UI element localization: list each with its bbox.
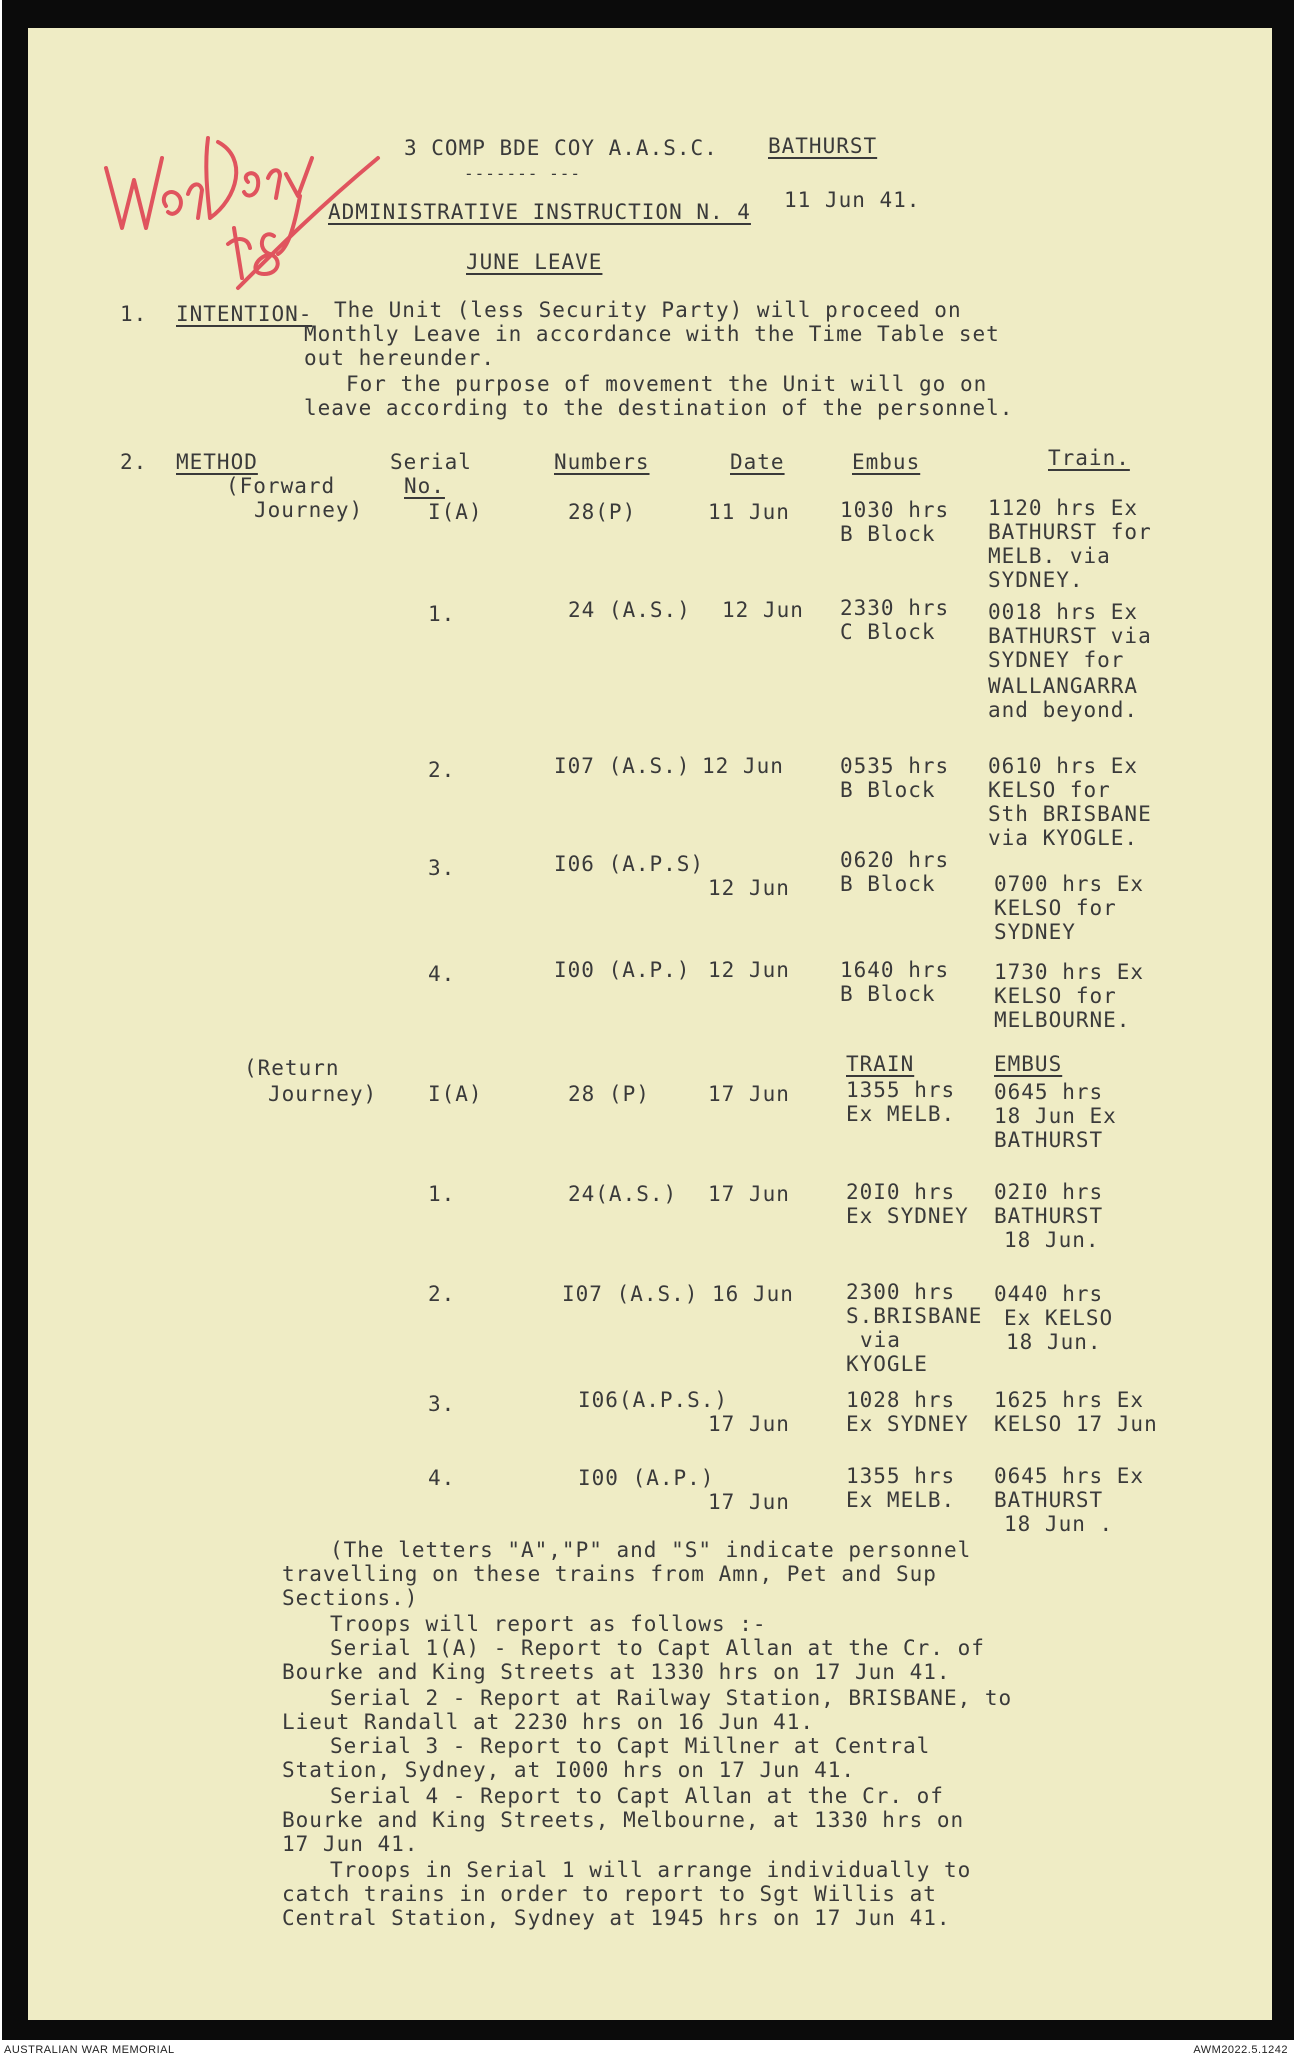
forward-train: 1730 hrs Ex (994, 960, 1145, 984)
para1-line: Monthly Leave in accordance with the Time Table set (304, 322, 1000, 346)
return-train: 20I0 hrs (846, 1180, 956, 1204)
note-line: Serial 3 - Report to Capt Millner at Central (330, 1734, 931, 1758)
return-date: 17 Jun (708, 1082, 790, 1106)
return-embus: 0440 hrs (994, 1282, 1104, 1306)
forward-date: 12 Jun (702, 754, 784, 778)
return-embus: Ex KELSO (1004, 1306, 1114, 1330)
forward-train: 0018 hrs Ex (988, 600, 1139, 624)
return-train: 2300 hrs (846, 1280, 956, 1304)
return-train: 1355 hrs (846, 1078, 956, 1102)
document-page (28, 28, 1272, 2020)
return-train: 1355 hrs (846, 1464, 956, 1488)
forward-embus: C Block (840, 620, 936, 644)
para1-line: The Unit (less Security Party) will proceed on (334, 298, 962, 322)
footer-source: AUSTRALIAN WAR MEMORIAL (4, 2044, 175, 2056)
forward-date: 12 Jun (708, 958, 790, 982)
return-numbers: I06(A.P.S.) (578, 1388, 729, 1412)
para1-line: out hereunder. (304, 346, 496, 370)
forward-train: 1120 hrs Ex (988, 496, 1139, 520)
forward-train: SYDNEY. (988, 568, 1084, 592)
forward-embus: 0535 hrs (840, 754, 950, 778)
para1-line: For the purpose of movement the Unit will go on (346, 372, 988, 396)
return-embus: 0645 hrs (994, 1080, 1104, 1104)
return-embus: BATHURST (994, 1488, 1104, 1512)
forward-numbers: 24 (A.S.) (568, 598, 691, 622)
forward-embus: B Block (840, 872, 936, 896)
return-serial: 4. (428, 1466, 456, 1490)
forward-serial: 1. (428, 602, 456, 626)
forward-train: KELSO for (988, 778, 1111, 802)
footer-reference: AWM2022.5.1242 (1193, 2044, 1288, 2056)
return-column-embus: EMBUS (994, 1052, 1063, 1076)
return-numbers: I00 (A.P.) (578, 1466, 715, 1490)
return-embus: KELSO 17 Jun (994, 1412, 1158, 1436)
scan-background (2, 0, 1294, 2040)
heading-rule: ------- --- (464, 164, 581, 183)
return-serial: 2. (428, 1282, 456, 1306)
column-serial-no: No. (404, 474, 445, 498)
forward-train: KELSO for (994, 896, 1117, 920)
column-date: Date (730, 450, 785, 474)
return-embus: 0645 hrs Ex (994, 1464, 1145, 1488)
return-numbers: I07 (A.S.) (562, 1282, 699, 1306)
return-train: KYOGLE (846, 1352, 928, 1376)
document-subtitle: JUNE LEAVE (466, 250, 603, 274)
return-train: Ex MELB. (846, 1488, 956, 1512)
forward-embus: B Block (840, 778, 936, 802)
note-line: Lieut Randall at 2230 hrs on 16 Jun 41. (282, 1710, 815, 1734)
forward-train: Sth BRISBANE (988, 802, 1152, 826)
note-line: Bourke and King Streets at 1330 hrs on 17 Jun 41. (282, 1660, 951, 1684)
return-train: Ex SYDNEY (846, 1204, 969, 1228)
return-embus: 18 Jun . (1004, 1512, 1114, 1536)
forward-serial: I(A) (428, 500, 483, 524)
return-embus: 18 Jun Ex (994, 1104, 1117, 1128)
para1-line: leave according to the destination of the personnel. (304, 396, 1014, 420)
place-heading: BATHURST (768, 134, 878, 158)
return-serial: 1. (428, 1182, 456, 1206)
forward-numbers: I00 (A.P.) (554, 958, 691, 982)
return-train: S.BRISBANE (846, 1304, 983, 1328)
return-numbers: 28 (P) (568, 1082, 650, 1106)
note-line: travelling on these trains from Amn, Pet and Sup (282, 1562, 937, 1586)
column-numbers: Numbers (554, 450, 650, 474)
forward-train: via KYOGLE. (988, 826, 1139, 850)
forward-date: 12 Jun (722, 598, 804, 622)
forward-serial: 3. (428, 856, 456, 880)
forward-embus: 1640 hrs (840, 958, 950, 982)
note-line: Serial 1(A) - Report to Capt Allan at the Cr. of (330, 1636, 985, 1660)
return-train: via (860, 1328, 901, 1352)
para2-heading: METHOD (176, 450, 258, 474)
return-embus: 18 Jun. (1004, 1228, 1100, 1252)
note-line: Station, Sydney, at I000 hrs on 17 Jun 41. (282, 1758, 856, 1782)
forward-date: 12 Jun (708, 876, 790, 900)
return-journey-label: (Return (244, 1056, 340, 1080)
return-embus: BATHURST (994, 1204, 1104, 1228)
return-date: 17 Jun (708, 1412, 790, 1436)
return-date: 17 Jun (708, 1490, 790, 1514)
return-journey-label: Journey) (268, 1082, 378, 1106)
return-date: 16 Jun (712, 1282, 794, 1306)
return-embus: 18 Jun. (1006, 1330, 1102, 1354)
return-serial: 3. (428, 1392, 456, 1416)
note-line: Sections.) (282, 1586, 419, 1610)
column-serial: Serial (390, 450, 472, 474)
unit-heading: 3 COMP BDE COY A.A.S.C. (404, 136, 718, 160)
note-line: Serial 2 - Report at Railway Station, BRISBANE, to (330, 1686, 1013, 1710)
return-date: 17 Jun (708, 1182, 790, 1206)
document-title: ADMINISTRATIVE INSTRUCTION N. 4 (328, 200, 751, 224)
column-embus: Embus (852, 450, 921, 474)
forward-train: MELB. via (988, 544, 1111, 568)
forward-embus: 1030 hrs (840, 498, 950, 522)
return-train: Ex SYDNEY (846, 1412, 969, 1436)
forward-train: WALLANGARRA (988, 674, 1139, 698)
forward-embus: B Block (840, 522, 936, 546)
return-train: Ex MELB. (846, 1102, 956, 1126)
war-diary-annotation (88, 78, 418, 318)
return-embus: BATHURST (994, 1128, 1104, 1152)
note-line: Bourke and King Streets, Melbourne, at 1330 hrs on (282, 1808, 965, 1832)
document-date: 11 Jun 41. (784, 188, 921, 212)
note-line: Troops will report as follows :- (330, 1612, 767, 1636)
note-line: 17 Jun 41. (282, 1832, 419, 1856)
note-line: Serial 4 - Report to Capt Allan at the Cr. of (330, 1784, 944, 1808)
return-serial: I(A) (428, 1082, 483, 1106)
forward-numbers: 28(P) (568, 500, 637, 524)
note-line: (The letters "A","P" and "S" indicate personnel (330, 1538, 972, 1562)
return-embus: 1625 hrs Ex (994, 1388, 1145, 1412)
forward-train: 0610 hrs Ex (988, 754, 1139, 778)
return-numbers: 24(A.S.) (568, 1182, 678, 1206)
forward-embus: 2330 hrs (840, 596, 950, 620)
forward-embus: 0620 hrs (840, 848, 950, 872)
forward-journey-label: (Forward (226, 474, 336, 498)
return-train: 1028 hrs (846, 1388, 956, 1412)
forward-numbers: I06 (A.P.S) (554, 852, 705, 876)
note-line: Troops in Serial 1 will arrange individually to (330, 1858, 972, 1882)
forward-date: 11 Jun (708, 500, 790, 524)
forward-train: BATHURST for (988, 520, 1152, 544)
forward-train: and beyond. (988, 698, 1139, 722)
forward-numbers: I07 (A.S.) (554, 754, 691, 778)
forward-train: BATHURST via (988, 624, 1152, 648)
para1-heading: INTENTION- (176, 302, 313, 326)
forward-embus: B Block (840, 982, 936, 1006)
note-line: Central Station, Sydney at 1945 hrs on 17 Jun 41. (282, 1906, 951, 1930)
forward-serial: 4. (428, 962, 456, 986)
forward-serial: 2. (428, 758, 456, 782)
para2-number: 2. (120, 450, 148, 474)
return-column-train: TRAIN (846, 1052, 915, 1076)
forward-train: KELSO for (994, 984, 1117, 1008)
forward-train: MELBOURNE. (994, 1008, 1131, 1032)
para1-number: 1. (120, 302, 148, 326)
forward-train: 0700 hrs Ex (994, 872, 1145, 896)
column-train: Train. (1048, 446, 1130, 470)
return-embus: 02I0 hrs (994, 1180, 1104, 1204)
forward-train: SYDNEY for (988, 648, 1125, 672)
forward-journey-label: Journey) (254, 498, 364, 522)
note-line: catch trains in order to report to Sgt Willis at (282, 1882, 937, 1906)
forward-train: SYDNEY (994, 920, 1076, 944)
